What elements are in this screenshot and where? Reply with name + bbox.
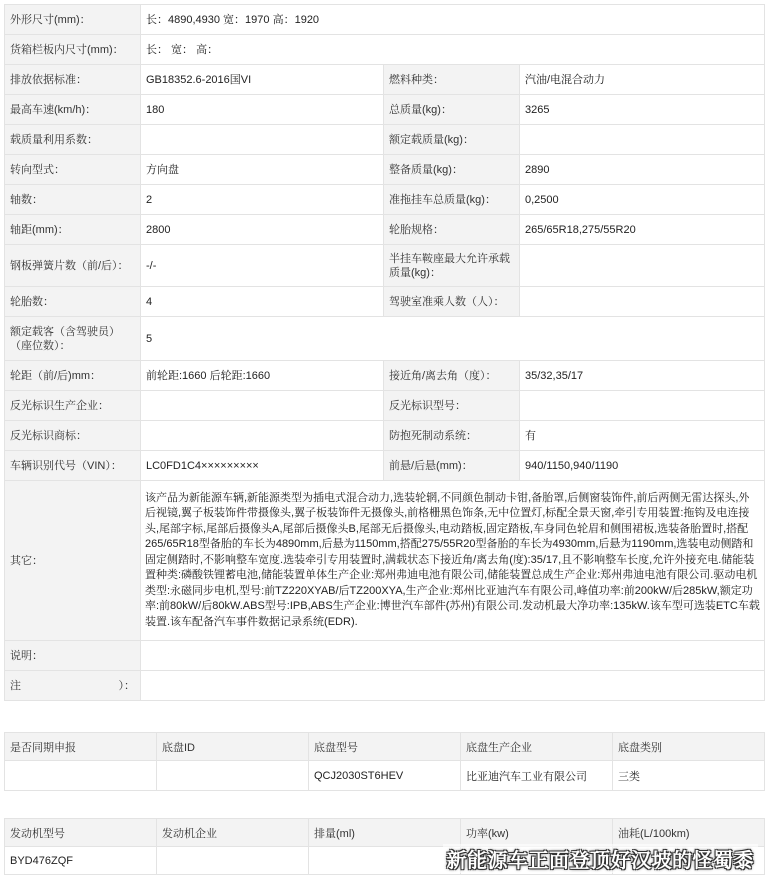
- value-max-speed: 180: [141, 95, 384, 125]
- label-wheelbase: 轴距(mm)：: [5, 215, 141, 245]
- value-total-mass: 3265: [520, 95, 765, 125]
- value-curb-mass: 2890: [520, 155, 765, 185]
- chassis-table: [4, 732, 765, 791]
- label-max-speed: 最高车速(km/h)：: [5, 95, 141, 125]
- value-saddle-load: [520, 245, 765, 287]
- row-reflector-maker: [5, 391, 765, 421]
- label-tire-spec: 轮胎规格：: [384, 215, 520, 245]
- row-seats: [5, 317, 765, 361]
- label-total-mass: 总质量(kg)：: [384, 95, 520, 125]
- label-fuel-type: 燃料种类：: [384, 65, 520, 95]
- chassis-header-category: 底盘类别: [613, 733, 765, 761]
- value-note: [141, 641, 765, 671]
- chassis-cell-maker: 比亚迪汽车工业有限公司: [461, 761, 613, 791]
- chassis-cell-sync: [5, 761, 157, 791]
- engine-header-fuel: 油耗(L/100km): [613, 819, 765, 847]
- row-steering: [5, 155, 765, 185]
- label-emission-standard: 排放依据标准：: [5, 65, 141, 95]
- value-abs: 有: [520, 421, 765, 451]
- chassis-header-maker: 底盘生产企业: [461, 733, 613, 761]
- row-other: [5, 481, 765, 641]
- label-remark-start: 注: [10, 679, 21, 692]
- value-load-factor: [141, 125, 384, 155]
- label-remark: [5, 671, 141, 701]
- label-steering: 转向型式：: [5, 155, 141, 185]
- label-curb-mass: 整备质量(kg)：: [384, 155, 520, 185]
- label-reflector-model: 反光标识型号：: [384, 391, 520, 421]
- value-vin: LC0FD1C4×××××××××: [141, 451, 384, 481]
- value-reflector-brand: [141, 421, 384, 451]
- engine-header-maker: 发动机企业: [157, 819, 309, 847]
- row-leaf-springs: [5, 245, 765, 287]
- value-approach-angle: 35/32,35/17: [520, 361, 765, 391]
- label-saddle-load: 半挂车鞍座最大允许承载质量(kg)：: [384, 245, 520, 287]
- value-trailer-mass: 0,2500: [520, 185, 765, 215]
- value-fuel-type: 汽油/电混合动力: [520, 65, 765, 95]
- label-note: 说明：: [5, 641, 141, 671]
- row-load-factor: [5, 125, 765, 155]
- label-tire-count: 轮胎数：: [5, 287, 141, 317]
- watermark: 新能源车正面登顶好汉坡的怪蜀黍: [443, 844, 759, 873]
- label-axles: 轴数：: [5, 185, 141, 215]
- row-note: [5, 641, 765, 671]
- label-rated-load: 额定载质量(kg)：: [384, 125, 520, 155]
- value-seats: 5: [141, 317, 765, 361]
- value-steering: 方向盘: [141, 155, 384, 185]
- row-reflector-brand: [5, 421, 765, 451]
- value-wheelbase: 2800: [141, 215, 384, 245]
- engine-header-displacement: 排量(ml): [309, 819, 461, 847]
- row-remark: [5, 671, 765, 701]
- value-reflector-model: [520, 391, 765, 421]
- chassis-header-sync: 是否同期申报: [5, 733, 157, 761]
- row-track: [5, 361, 765, 391]
- value-cargo-dimensions: 长： 宽： 高：: [141, 35, 765, 65]
- label-cab-occupants: 驾驶室准乘人数（人）：: [384, 287, 520, 317]
- value-tire-spec: 265/65R18,275/55R20: [520, 215, 765, 245]
- vehicle-params-table: [4, 4, 765, 701]
- value-cab-occupants: [520, 287, 765, 317]
- engine-cell-maker: [157, 847, 309, 875]
- label-cargo-dimensions: 货箱栏板内尺寸(mm)：: [5, 35, 141, 65]
- label-dimensions: 外形尺寸(mm)：: [5, 5, 141, 35]
- label-reflector-brand: 反光标识商标：: [5, 421, 141, 451]
- engine-cell-displacement: [309, 847, 461, 875]
- value-track: 前轮距:1660 后轮距:1660: [141, 361, 384, 391]
- value-remark: [141, 671, 765, 701]
- row-speed: [5, 95, 765, 125]
- chassis-cell-category: 三类: [613, 761, 765, 791]
- label-abs: 防抱死制动系统：: [384, 421, 520, 451]
- label-leaf-springs: 钢板弹簧片数（前/后）：: [5, 245, 141, 287]
- value-other: 该产品为新能源车辆,新能源类型为插电式混合动力,选装轮辋,不同颜色制动卡钳,备胎罩,后侧窗装饰件,前后两侧无雷达探头,外后视镜,翼子板装饰件带摄像头,翼子板装饰件无摄像头,前格栅黑色饰条,无中位置灯,标配全景天窗,牵引专用装置:拖钩及电连接头,尾部字标,尾部后摄像头A,尾部后摄像头B,尾部无后摄像头,电动踏板,固定踏板,车身同色轮眉和侧围裙板,选装备胎置时,搭配265/65R18型备胎的车长为4890mm,后悬为1150mm,搭配275/55R20型备胎的车长为4930mm,后悬为1190mm,选装电动侧踏和固定侧踏时,不影响整车宽度.选装牵引专用装置时,满载状态下接近角/离去角(度):35/17,且不影响整车长度,允许外接充电.储能装置种类:磷酸铁锂蓄电池,储能装置单体生产企业:郑州弗迪电池有限公司,储能装置总成生产企业:郑州弗迪电池有限公司.驱动电机类型:永磁同步电机,型号:前TZ220XYAB/后TZ200XYA,生产企业:郑州比亚迪汽车有限公司,峰值功率:前200kW/后285kW,额定功率:前80kW/后80kW.ABS型号:IPB,ABS生产企业:博世汽车部件(苏州)有限公司.发动机最大净功率:135kW.该车型可选装ETC车载装置.该车配备汽车事件数据记录系统(EDR).: [141, 481, 765, 641]
- value-overhang: 940/1150,940/1190: [520, 451, 765, 481]
- row-wheelbase: [5, 215, 765, 245]
- chassis-header-id: 底盘ID: [157, 733, 309, 761]
- label-approach-angle: 接近角/离去角（度）：: [384, 361, 520, 391]
- value-leaf-springs: -/-: [141, 245, 384, 287]
- label-other: 其它：: [5, 481, 141, 641]
- row-axles: [5, 185, 765, 215]
- value-dimensions: 长：4890,4930 宽：1970 高：1920: [141, 5, 765, 35]
- value-rated-load: [520, 125, 765, 155]
- value-tire-count: 4: [141, 287, 384, 317]
- label-trailer-mass: 准拖挂车总质量(kg)：: [384, 185, 520, 215]
- engine-header-row: [5, 819, 765, 847]
- engine-header-model: 发动机型号: [5, 819, 157, 847]
- row-dimensions: [5, 5, 765, 35]
- row-cargo-dimensions: [5, 35, 765, 65]
- row-tire-count: [5, 287, 765, 317]
- label-overhang: 前悬/后悬(mm)：: [384, 451, 520, 481]
- chassis-data-row: [5, 761, 765, 791]
- label-vin: 车辆识别代号（VIN）：: [5, 451, 141, 481]
- row-vin: [5, 451, 765, 481]
- value-axles: 2: [141, 185, 384, 215]
- value-emission-standard: GB18352.6-2016国VI: [141, 65, 384, 95]
- label-reflector-maker: 反光标识生产企业：: [5, 391, 141, 421]
- engine-cell-model: BYD476ZQF: [5, 847, 157, 875]
- value-reflector-maker: [141, 391, 384, 421]
- chassis-header-row: [5, 733, 765, 761]
- chassis-cell-id: [157, 761, 309, 791]
- label-track: 轮距（前/后)mm：: [5, 361, 141, 391]
- chassis-cell-model: QCJ2030ST6HEV: [309, 761, 461, 791]
- engine-header-power: 功率(kw): [461, 819, 613, 847]
- label-remark-end: ）：: [118, 679, 135, 692]
- row-emission: [5, 65, 765, 95]
- label-seats: 额定载客（含驾驶员）（座位数）：: [5, 317, 141, 361]
- chassis-header-model: 底盘型号: [309, 733, 461, 761]
- label-load-factor: 载质量利用系数：: [5, 125, 141, 155]
